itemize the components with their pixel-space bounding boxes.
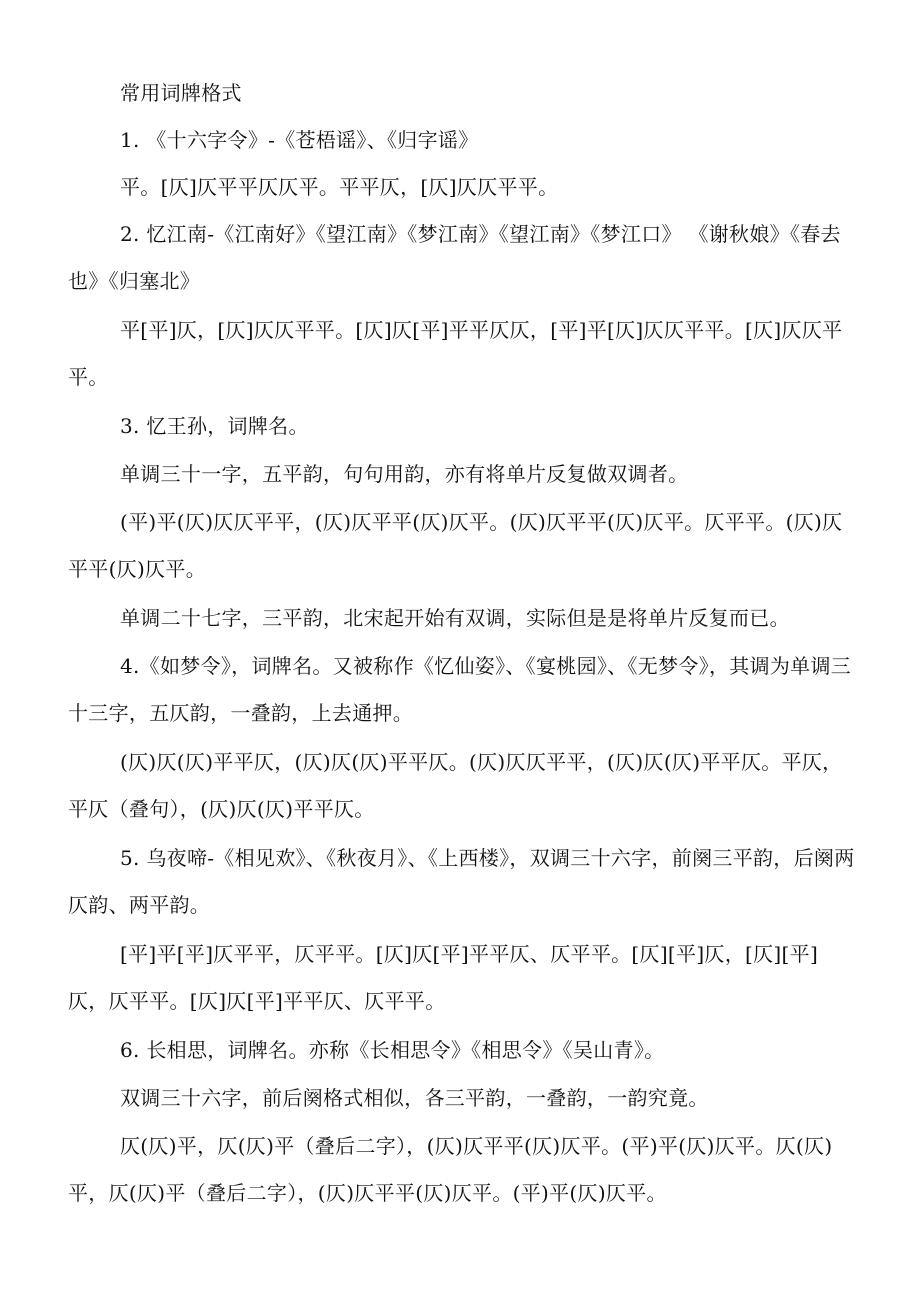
paragraph-5-pattern: [平]平[平]仄平平，仄平平。[仄]仄[平]平平仄、仄平平。[仄][平]仄，[仄][平]仄，仄平平。[仄]仄[平]平平仄、仄平平。 — [68, 942, 819, 1013]
paragraph-3-note: 单调三十一字，五平韵，句句用韵，亦有将单片反复做双调者。 — [120, 462, 689, 486]
paragraph-6-note: 双调三十六字，前后阕格式相似，各三平韵，一叠韵，一韵究竟。 — [120, 1086, 709, 1110]
paragraph-4-heading: 4.《如梦令》，词牌名。又被称作《忆仙姿》、《宴桃园》、《无梦令》，其调为单调三十三字，五仄韵，一叠韵，上去通押。 — [68, 654, 852, 725]
paragraph-3-heading: 3. 忆王孙，词牌名。 — [120, 414, 309, 438]
paragraph-4-pattern: (仄)仄(仄)平平仄，(仄)仄(仄)平平仄。(仄)仄仄平平，(仄)仄(仄)平平仄。平仄，平仄（叠句），(仄)仄(仄)平平仄。 — [68, 750, 843, 821]
document-title: 常用词牌格式 — [120, 81, 242, 105]
paragraph-2-pattern: 平[平]仄，[仄]仄仄平平。[仄]仄[平]平平仄仄，[平]平[仄]仄仄平平。[仄]仄仄平平。 — [68, 318, 843, 389]
paragraph-1-heading: 1. 《十六字令》-《苍梧谣》、《归字谣》 — [120, 128, 479, 152]
paragraph-5-heading: 5. 乌夜啼-《相见欢》、《秋夜月》、《上西楼》，双调三十六字，前阕三平韵，后阕两仄韵、两平韵。 — [68, 846, 855, 917]
paragraph-6-pattern: 仄(仄)平，仄(仄)平（叠后二字），(仄)仄平平(仄)仄平。(平)平(仄)仄平。仄(仄)平，仄(仄)平（叠后二字），(仄)仄平平(仄)仄平。(平)平(仄)仄平。 — [68, 1134, 833, 1205]
paragraph-6-heading: 6. 长相思，词牌名。亦称《长相思令》《相思令》《吴山青》。 — [120, 1038, 665, 1062]
paragraph-3-pattern: (平)平(仄)仄仄平平，(仄)仄平平(仄)仄平。(仄)仄平平(仄)仄平。仄平平。(仄)仄平平(仄)仄平。 — [68, 510, 843, 581]
paragraph-3-note-2: 单调二十七字，三平韵，北宋起开始有双调，实际但是是将单片反复而已。 — [120, 606, 790, 630]
paragraph-1-pattern: 平。[仄]仄平平仄仄平。平平仄，[仄]仄仄平平。 — [120, 175, 559, 199]
paragraph-2-heading: 2. 忆江南-《江南好》《望江南》《梦江南》《望江南》《梦江口》 《谢秋娘》《春去也》《归塞北》 — [68, 222, 841, 293]
